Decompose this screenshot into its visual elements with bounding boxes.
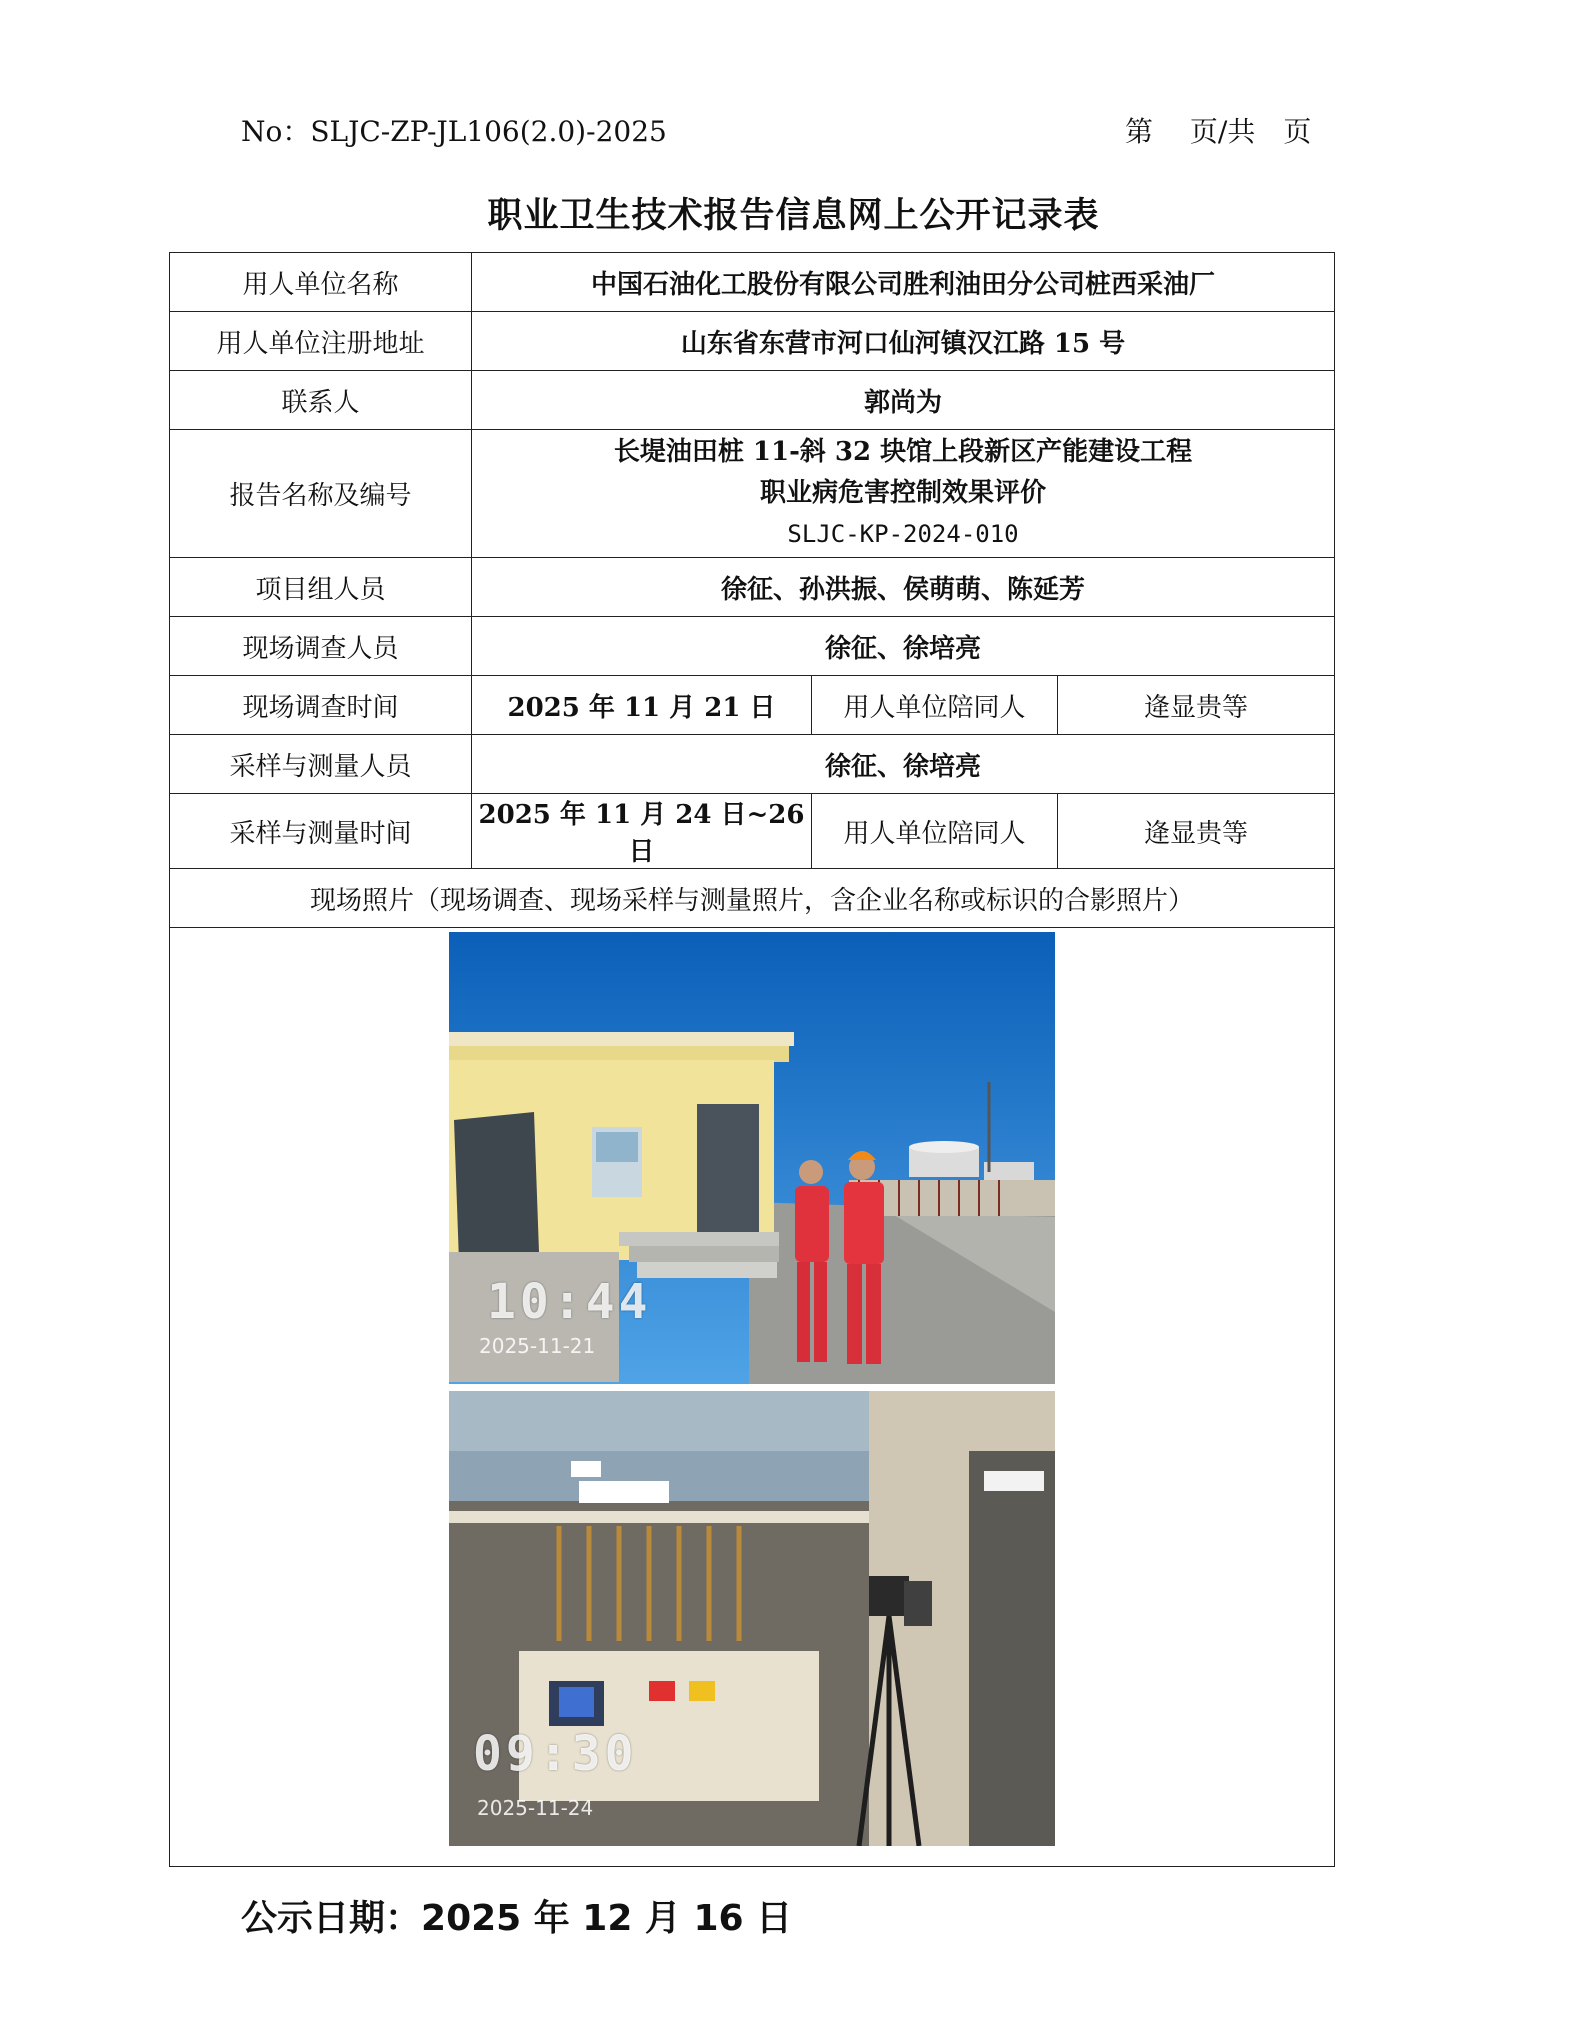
survey-companion-value: 逄显贵等 — [1058, 676, 1335, 735]
photo1-date-stamp: 2025-11-21 — [479, 1334, 596, 1358]
survey-companion-label: 用人单位陪同人 — [812, 676, 1058, 735]
publication-date-value: 2025 年 12 月 16 日 — [421, 1898, 793, 1939]
row-sampling-staff — [170, 735, 1335, 794]
survey-staff-label: 现场调查人员 — [170, 617, 472, 676]
address-value: 山东省东营市河口仙河镇汉江路 15 号 — [472, 312, 1335, 371]
report-name-line2: 职业病危害控制效果评价 — [760, 478, 1047, 508]
page-title: 职业卫生技术报告信息网上公开记录表 — [487, 195, 1100, 236]
sampling-companion-label: 用人单位陪同人 — [812, 794, 1058, 869]
report-value — [472, 430, 1335, 558]
report-label: 报告名称及编号 — [170, 430, 472, 558]
report-name-line1: 长堤油田桩 11-斜 32 块馆上段新区产能建设工程 — [613, 437, 1193, 467]
unit-name-value: 中国石油化工股份有限公司胜利油田分公司桩西采油厂 — [472, 253, 1335, 312]
row-unit-name — [170, 253, 1335, 312]
sampling-companion-value: 逄显贵等 — [1058, 794, 1335, 869]
row-team — [170, 558, 1335, 617]
row-survey-staff — [170, 617, 1335, 676]
photos-label: 现场照片（现场调查、现场采样与测量照片，含企业名称或标识的合影照片） — [170, 869, 1335, 928]
row-address — [170, 312, 1335, 371]
photos-cell — [170, 928, 1335, 1867]
contact-label: 联系人 — [170, 371, 472, 430]
sampling-staff-value: 徐征、徐培亮 — [472, 735, 1335, 794]
contact-value: 郭尚为 — [472, 371, 1335, 430]
photo1-time-stamp: 10:44 — [487, 1274, 652, 1330]
survey-time-value: 2025 年 11 月 21 日 — [472, 676, 812, 735]
publication-date-label: 公示日期： — [241, 1898, 422, 1939]
address-label: 用人单位注册地址 — [170, 312, 472, 371]
publication-date — [241, 1890, 792, 1941]
team-label: 项目组人员 — [170, 558, 472, 617]
document-number: No：SLJC-ZP-JL106(2.0)-2025 — [241, 115, 667, 148]
row-contact — [170, 371, 1335, 430]
row-sampling-time — [170, 794, 1335, 869]
team-value: 徐征、孙洪振、侯萌萌、陈延芳 — [472, 558, 1335, 617]
survey-time-label: 现场调查时间 — [170, 676, 472, 735]
sampling-photo — [449, 1391, 1055, 1846]
survey-staff-value: 徐征、徐培亮 — [472, 617, 1335, 676]
record-table — [169, 252, 1335, 1867]
row-report — [170, 430, 1335, 558]
report-code: SLJC-KP-2024-010 — [787, 520, 1019, 548]
sampling-time-value: 2025 年 11 月 24 日~26 日 — [472, 794, 812, 869]
page-indicator: 第 页/共 页 — [1125, 115, 1312, 148]
sampling-time-label: 采样与测量时间 — [170, 794, 472, 869]
row-photos — [170, 928, 1335, 1867]
site-survey-photo — [449, 932, 1055, 1384]
unit-name-label: 用人单位名称 — [170, 253, 472, 312]
photo2-time-stamp: 09:30 — [473, 1726, 638, 1782]
row-photos-label — [170, 869, 1335, 928]
photo2-date-stamp: 2025-11-24 — [477, 1796, 594, 1820]
row-survey-time — [170, 676, 1335, 735]
sampling-staff-label: 采样与测量人员 — [170, 735, 472, 794]
